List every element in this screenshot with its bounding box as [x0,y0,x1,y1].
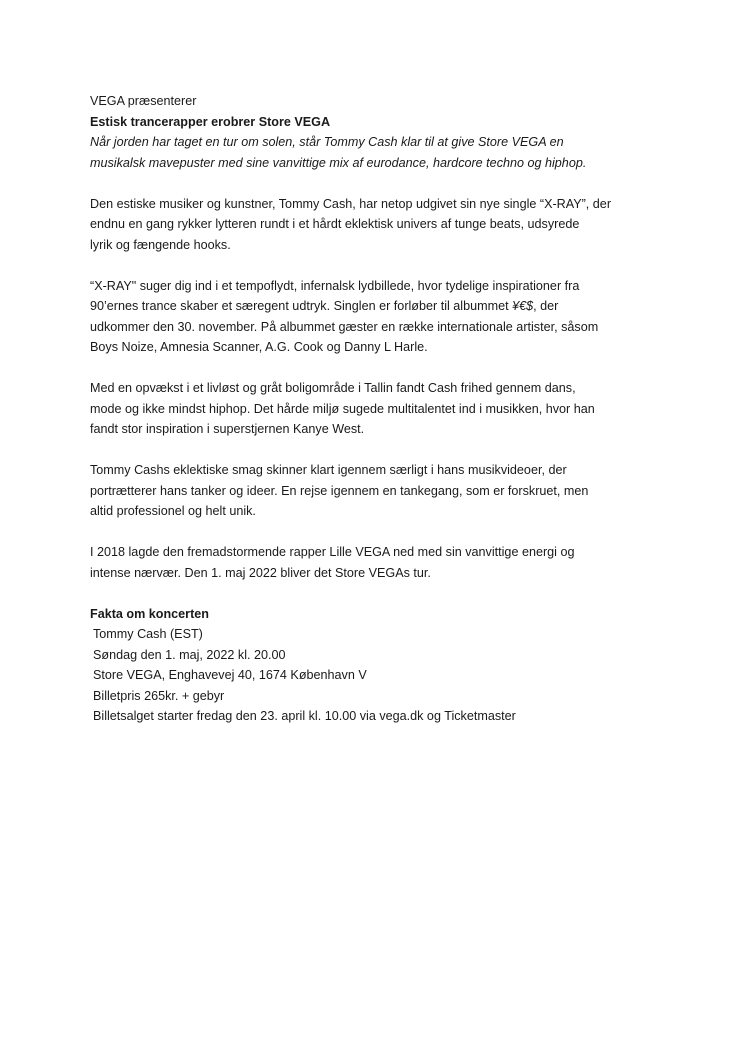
paragraph-line: Med en opvækst i et livløst og gråt boligområde i Tallin fandt Cash frihed gennem dans, [90,381,576,395]
text-segment: Billetsalget starter fredag den 23. april kl. 10.00 via [93,709,380,723]
text-segment: , der [533,299,559,313]
paragraph-line [90,296,670,317]
paragraph-gap [90,583,670,604]
headline: Estisk trancerapper erobrer Store VEGA [90,114,331,129]
paragraph-line: fandt stor inspiration i superstjernen Kanye West. [90,422,365,436]
vega-link[interactable]: vega.dk [379,709,424,723]
album-title: ¥€$ [512,299,534,313]
paragraph-gap [90,255,670,276]
paragraph-line: mode og ikke mindst hiphop. Det hårde miljø sugede multitalentet ind i musikken, hvor han [90,401,595,416]
paragraph-line: “X-RAY" suger dig ind i et tempoflydt, infernalsk lydbillede, hvor tydelige inspirationer fra [90,278,580,293]
text-segment: 90’ernes trance skaber et særegent udtryk. Singlen er forløber til albummet [90,299,513,313]
paragraph-line: Den estiske musiker og kunstner, Tommy Cash, har netop udgivet sin nye single “X-RAY”, der [90,196,612,211]
facts-list [90,624,670,727]
paragraph-line: endnu en gang rykker lytteren rundt i et hårdt eklektisk univers af tunge beats, udsyrede [90,217,580,231]
press-release-document [90,91,670,727]
paragraph-line: portrætterer hans tanker og ideer. En rejse igennem en tankegang, som er forskruet, men [90,483,589,498]
facts-ticket-sale [93,706,670,727]
facts-price: Billetpris 265kr. + gebyr [93,688,225,703]
paragraph-line: altid professionel og helt unik. [90,504,256,518]
paragraph-line: Boys Noize, Amnesia Scanner, A.G. Cook og Danny L Harle. [90,340,428,354]
paragraph-line: udkommer den 30. november. På albummet gæster en række internationale artister, såsom [90,319,599,334]
facts-date: Søndag den 1. maj, 2022 kl. 20.00 [93,647,286,662]
lead-line-1: Når jorden har taget en tur om solen, står Tommy Cash klar til at give Store VEGA en [90,135,564,149]
paragraph-gap [90,358,670,379]
paragraph-gap [90,173,670,194]
facts-heading: Fakta om koncerten [90,606,209,621]
facts-venue: Store VEGA, Enghavevej 40, 1674 København V [93,668,367,682]
facts-artist: Tommy Cash (EST) [93,627,203,641]
paragraph-gap [90,522,670,543]
paragraph-line: lyrik og fængende hooks. [90,237,231,252]
paragraph-single [90,276,670,358]
paragraph-gap [90,440,670,461]
text-segment: og [423,709,445,723]
paragraph-line: I 2018 lagde den fremadstormende rapper Lille VEGA ned med sin vanvittige energi og [90,545,575,559]
ticketmaster-link[interactable]: Ticketmaster [444,709,516,723]
paragraph-release [90,194,670,256]
presenter-line: VEGA præsenterer [90,94,197,108]
paragraph-background [90,378,670,440]
paragraph-line: intense nærvær. Den 1. maj 2022 bliver det Store VEGAs tur. [90,565,431,580]
lead-line-2: musikalsk mavepuster med sine vanvittige mix af eurodance, hardcore techno og hiphop. [90,155,587,170]
paragraph-videos [90,460,670,522]
paragraph-line: Tommy Cashs eklektiske smag skinner klart igennem særligt i hans musikvideoer, der [90,463,567,477]
paragraph-history [90,542,670,583]
